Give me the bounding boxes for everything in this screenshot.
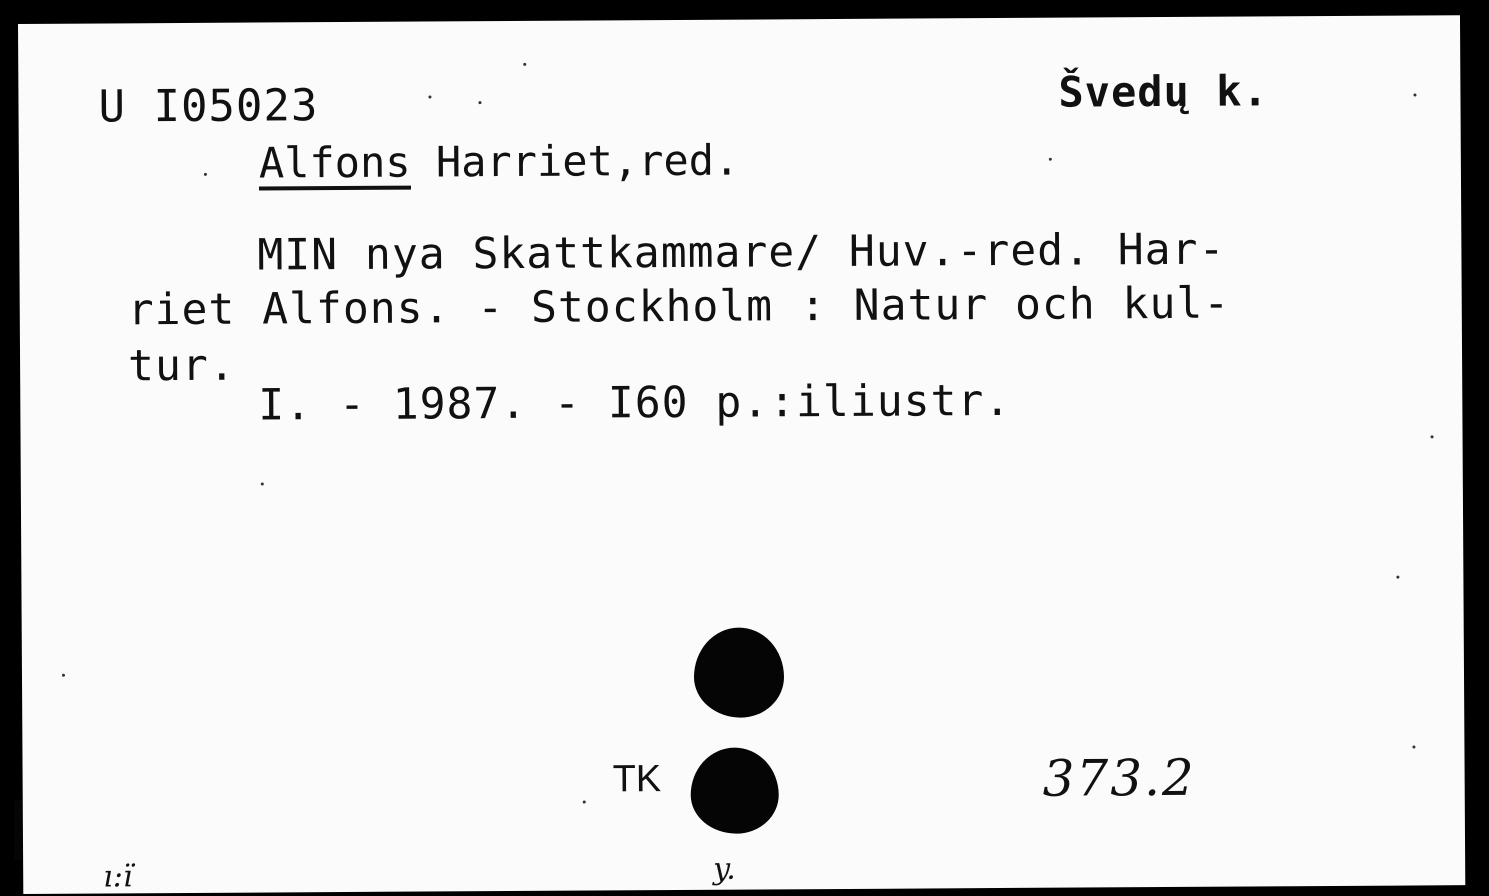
handwritten-mark-bottom: y. bbox=[713, 851, 736, 887]
catalog-card bbox=[18, 15, 1465, 894]
language-note: Švedų k. bbox=[1058, 66, 1269, 117]
scan-speck bbox=[583, 801, 586, 804]
scan-speck bbox=[478, 101, 481, 104]
title-line-1: MIN nya Skattkammare/ Huv.-red. Har- bbox=[257, 224, 1226, 281]
punch-hole-bottom bbox=[690, 747, 779, 834]
author-surname: Alfons bbox=[259, 142, 411, 191]
author-heading bbox=[258, 135, 740, 191]
title-line-2: riet Alfons. - Stockholm : Natur och kul- bbox=[127, 278, 1231, 336]
scan-speck bbox=[1413, 93, 1416, 96]
location-code: TK bbox=[612, 758, 662, 801]
author-rest: Harriet,red. bbox=[410, 135, 740, 187]
scan-speck bbox=[62, 674, 65, 677]
title-line-3: tur. bbox=[127, 340, 236, 392]
scan-speck bbox=[1396, 576, 1399, 579]
call-number: U I05023 bbox=[98, 80, 319, 133]
punch-hole-top bbox=[694, 627, 785, 718]
scan-speck bbox=[1431, 435, 1434, 438]
classification-number: 373.2 bbox=[1042, 748, 1196, 808]
volume-line: I. - 1987. - I60 p.:iliustr. bbox=[258, 375, 1012, 431]
scan-speck bbox=[204, 173, 207, 176]
scan-speck bbox=[428, 95, 431, 98]
scan-speck bbox=[1412, 745, 1415, 748]
scan-speck bbox=[523, 63, 526, 66]
scan-speck bbox=[261, 483, 264, 486]
scan-speck bbox=[1049, 158, 1052, 161]
handwritten-mark-left: ı:ı̈ bbox=[103, 859, 133, 895]
